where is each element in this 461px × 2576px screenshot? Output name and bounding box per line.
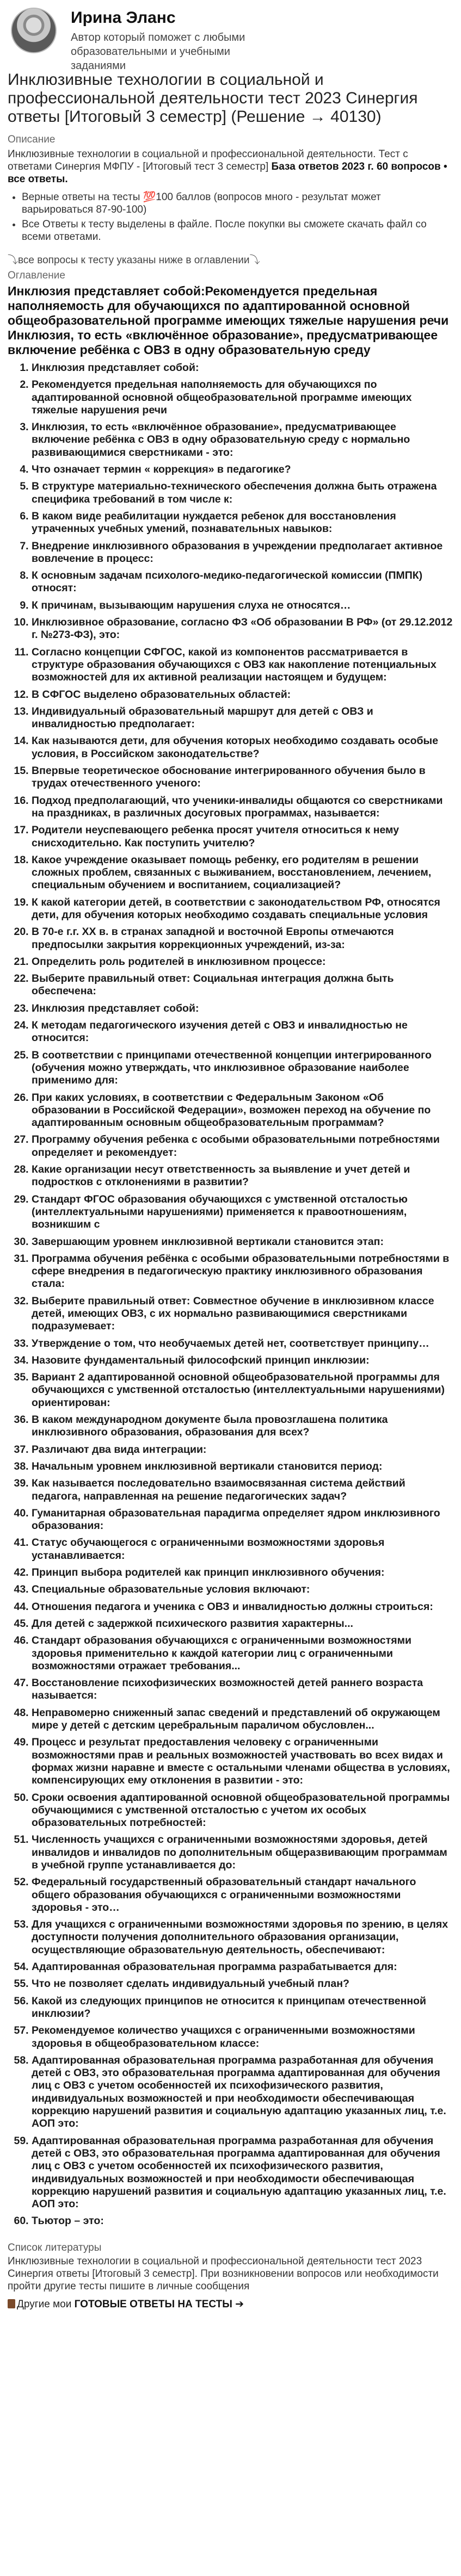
- feature-item: • Верные ответы на тесты 💯100 баллов (вопросов много - результат может варьироваться 87-90-100): [22, 191, 453, 216]
- question-item: 50. Сроки освоения адаптированной основной общеобразовательной программы обучающимися с умственной отсталостью с учетом их особых образовательных потребностей:: [32, 1792, 453, 1830]
- question-item: 13. Индивидуальный образовательный маршрут для детей с ОВЗ и инвалидностью предполагает:: [32, 705, 453, 731]
- question-item: 55. Что не позволяет сделать индивидуальный учебный план?: [32, 1978, 453, 1990]
- question-item: 23. Инклюзия представляет собой:: [32, 1002, 453, 1015]
- question-item: 17. Родители неуспевающего ребенка просят учителя относиться к нему снисходительно. Как поступить учителю?: [32, 824, 453, 850]
- question-item: 46. Стандарт образования обучающихся с ограниченными возможностями здоровья применительно к каждой категории лиц с ограниченными возможностями отражает требования...: [32, 1634, 453, 1673]
- question-item: 15. Впервые теоретическое обоснование интегрированного обучения было в трудах отечественного ученого:: [32, 765, 453, 790]
- question-item: 26. При каких условиях, в соответствии с Федеральным Законом «Об образовании в Российской Федерации», возможен переход на обучение по адаптированным основным общеобразовательным программам?: [32, 1092, 453, 1130]
- footer-prefix: Другие мои: [17, 2298, 75, 2310]
- question-item: 16. Подход предполагающий, что ученики-инвалиды общаются со сверстниками на праздниках, в различных досуговых программах, называется:: [32, 795, 453, 820]
- feature-list: [8, 191, 453, 243]
- question-item: 10. Инклюзивное образование, согласно ФЗ «Об образовании В РФ» (от 29.12.2012 г. №273-ФЗ), это:: [32, 616, 453, 642]
- question-item: 34. Назовите фундаментальный философский принцип инклюзии:: [32, 1354, 453, 1367]
- question-item: 41. Статус обучающегося с ограниченными возможностями здоровья устанавливается:: [32, 1537, 453, 1562]
- question-item: 38. Начальным уровнем инклюзивной вертикали становится период:: [32, 1460, 453, 1473]
- question-item: 18. Какое учреждение оказывает помощь ребенку, его родителям в решении сложных проблем, связанных с выживанием, восстановлением, лечением, специальным обучением и воспитанием, социализацией?: [32, 854, 453, 892]
- question-item: 14. Как называются дети, для обучения которых необходимо создавать особые условия, в Российском законодательстве?: [32, 735, 453, 760]
- question-item: 44. Отношения педагога и ученика с ОВЗ и инвалидностью должны строиться:: [32, 1601, 453, 1613]
- question-item: 47. Восстановление психофизических возможностей детей раннего возраста называется:: [32, 1677, 453, 1702]
- question-item: 4. Что означает термин « коррекция» в педагогике?: [32, 463, 453, 476]
- question-item: 53. Для учащихся с ограниченными возможностями здоровья по зрению, в целях доступности получения дополнительного образования организации, осуществляющие образовательную деятельность, обеспечивают:: [32, 1918, 453, 1956]
- footer-link-text[interactable]: ГОТОВЫЕ ОТВЕТЫ НА ТЕСТЫ ➔: [74, 2298, 244, 2310]
- question-item: 19. К какой категории детей, в соответствии с законодательством РФ, относятся дети, для обучения которых необходимо создавать специальные условия: [32, 896, 453, 922]
- question-item: 6. В каком виде реабилитации нуждается ребенок для восстановления утраченных учебных умений, познавательных навыков:: [32, 510, 453, 536]
- question-item: 57. Рекомендуемое количество учащихся с ограниченными возможностями здоровья в общеобразовательном классе:: [32, 2024, 453, 2050]
- question-item: 2. Рекомендуется предельная наполняемость для обучающихся по адаптированной основной общеобразовательной программе имеющих тяжелые нарушения речи: [32, 379, 453, 417]
- question-item: 30. Завершающим уровнем инклюзивной вертикали становится этап:: [32, 1236, 453, 1248]
- other-answers-link[interactable]: [8, 2298, 453, 2311]
- author-card[interactable]: [8, 0, 453, 72]
- question-item: 5. В структуре материально-технического обеспечения должна быть отражена специфика требований в том числе к:: [32, 480, 453, 506]
- question-item: 36. В каком международном документе была провозглашена политика инклюзивного образования, образования для всех?: [32, 1414, 453, 1439]
- question-item: 56. Какой из следующих принципов не относится к принципам отечественной инклюзии?: [32, 1995, 453, 2021]
- description-bold: База ответов 2023 г. 60 вопросов • все ответы.: [8, 161, 447, 185]
- question-item: 45. Для детей с задержкой психического развития характерны...: [32, 1618, 453, 1630]
- question-item: 12. В СФГОС выделено образовательных областей:: [32, 689, 453, 701]
- references-label: Список литературы: [8, 2241, 102, 2253]
- question-item: 39. Как называется последовательно взаимосвязанная система действий педагога, направленная на решение педагогических задач?: [32, 1477, 453, 1503]
- question-item: 24. К методам педагогического изучения детей с ОВЗ и инвалидностью не относится:: [32, 1019, 453, 1045]
- question-item: 42. Принцип выбора родителей как принцип инклюзивного обучения:: [32, 1566, 453, 1579]
- question-item: 40. Гуманитарная образовательная парадигма определяет ядром инклюзивного образования:: [32, 1507, 453, 1533]
- question-item: 60. Тьютор – это:: [32, 2215, 453, 2227]
- question-item: 25. В соответствии с принципами отечественной концепции интегрированного (обучения можно утверждать, что инклюзивное образование наиболее применимо для:: [32, 1049, 453, 1087]
- question-item: 28. Какие организации несут ответственность за выявление и учет детей и подростков с отклонениями в развитии?: [32, 1163, 453, 1189]
- description-text: [8, 148, 453, 185]
- question-list: [8, 362, 453, 2228]
- author-description: Автор который поможет с любыми образовательными и учебными заданиями: [71, 32, 245, 72]
- avatar[interactable]: [11, 8, 57, 53]
- description-body: Инклюзивные технологии в социальной и профессиональной деятельности. Тест с ответами Синергия МФПУ - [Итоговый тест 3 семестр]: [8, 148, 408, 172]
- feature-item: • Все Ответы к тесту выделены в файле. После покупки вы сможете скачать файл со всеми ответами.: [22, 218, 453, 243]
- question-item: 43. Специальные образовательные условия включают:: [32, 1583, 453, 1596]
- author-info: [71, 8, 278, 73]
- toc-label: Оглавление: [8, 270, 65, 281]
- question-item: 22. Выберите правильный ответ: Социальная интеграция должна быть обеспечена:: [32, 973, 453, 998]
- question-item: 33. Утверждение о том, что необучаемых детей нет, соответствует принципу…: [32, 1337, 453, 1350]
- question-item: 32. Выберите правильный ответ: Совместное обучение в инклюзивном классе детей, имеющих ОВЗ, с их нормально развивающимися сверстниками подразумевает:: [32, 1295, 453, 1333]
- question-item: 48. Неправомерно сниженный запас сведений и представлений об окружающем мире у детей с детским церебральным параличом обусловлен...: [32, 1707, 453, 1732]
- question-item: 58. Адаптированная образовательная программа разработанная для обучения детей с ОВЗ, это образовательная программа адаптированная для обучения лиц с ОВЗ с учетом особенностей их психофизического развития, индивидуальных возможностей и при необходимости обеспечивающая коррекцию нарушений развития и социальную адаптацию указанных лиц, т.е. АОП это:: [32, 2054, 453, 2131]
- book-icon: [8, 2299, 15, 2308]
- question-item: 54. Адаптированная образовательная программа разрабатывается для:: [32, 1961, 453, 1973]
- question-item: 29. Стандарт ФГОС образования обучающихся с умственной отсталостью (интеллектуальными нарушениями) применяется к правоотношениям, возникшим с: [32, 1193, 453, 1231]
- question-item: 59. Адаптированная образовательная программа разработанная для обучения детей с ОВЗ, это образовательная программа адаптированная для обучения лиц с ОВЗ с учетом особенностей их психофизического развития, индивидуальных возможностей и при необходимости обеспечивающая коррекцию нарушений развития и социальную адаптацию указанных лиц, т.е. АОП это:: [32, 2135, 453, 2211]
- question-item: 3. Инклюзия, то есть «включённое образование», предусматривающее включение ребёнка с ОВЗ в одну образовательную среду с нормально развивающимися сверстниками - это:: [32, 421, 453, 459]
- question-item: 27. Программу обучения ребенка с особыми образовательными потребностями определяет и рекомендует:: [32, 1134, 453, 1159]
- question-item: 35. Вариант 2 адаптированной основной общеобразовательной программы для обучающихся с умственной отсталостью (интеллектуальными нарушениями) ориентирован:: [32, 1371, 453, 1409]
- toc-intro: Инклюзия представляет собой:Рекомендуется предельная наполняемость для обучающихся по адаптированной основной общеобразовательной программе имеющих тяжелые нарушения речи Инклюзия, то есть «включённое образование», предусматривающее включение ребёнка с ОВЗ в одну образовательную среду: [8, 284, 449, 357]
- description-label: Описание: [8, 134, 56, 145]
- references-text: Инклюзивные технологии в социальной и профессиональной деятельности тест 2023 Синергия ответы [Итоговый 3 семестр]. При возникновении вопросов или необходимости пройти другие тесты пишите в личные сообщения: [8, 2255, 439, 2292]
- question-item: 21. Определить роль родителей в инклюзивном процессе:: [32, 956, 453, 968]
- question-item: 8. К основным задачам психолого-медико-педагогической комиссии (ПМПК) относят:: [32, 569, 453, 595]
- question-item: 7. Внедрение инклюзивного образования в учреждении предполагает активное вовлечение в процесс:: [32, 540, 453, 566]
- question-item: 31. Программа обучения ребёнка с особыми образовательными потребностями в сфере внедрения в педагогическую практику инклюзивного образования стала:: [32, 1253, 453, 1291]
- page-title: Инклюзивные технологии в социальной и профессиональной деятельности тест 2023 Синергия ответы [Итоговый 3 семестр] (Решение → 40130): [8, 71, 418, 126]
- question-item: 11. Согласно концепции СФГОС, какой из компонентов рассматривается в структуре образования обучающихся с ОВЗ как накопление потенциальных возможностей для их активной реализации настоящем и будущем:: [32, 646, 453, 684]
- question-item: 49. Процесс и результат предоставления человеку с ограниченными возможностями прав и реальных возможностей участвовать во всех видах и формах жизни наравне и вместе с остальными членами общества в условиях, компенсирующих ему отклонения в развитии - это:: [32, 1736, 453, 1787]
- toc-note: ⤵все вопросы к тесту указаны ниже в оглавлении⤵: [8, 255, 260, 266]
- question-item: 1. Инклюзия представляет собой:: [32, 362, 453, 374]
- question-item: 20. В 70-е г.г. XX в. в странах западной и восточной Европы отмечаются предпосылки закрытия коррекционных учреждений, из-за:: [32, 926, 453, 951]
- question-item: 52. Федеральный государственный образовательный стандарт начального общего образования обучающихся с ограниченными возможностями здоровья - это…: [32, 1876, 453, 1914]
- question-item: 9. К причинам, вызывающим нарушения слуха не относятся…: [32, 599, 453, 612]
- question-item: 37. Различают два вида интеграции:: [32, 1444, 453, 1456]
- question-item: 51. Численность учащихся с ограниченными возможностями здоровья, детей инвалидов и инвалидов по дополнительным общеразвивающим программам в учебной группе устанавливается до:: [32, 1834, 453, 1872]
- author-name[interactable]: Ирина Эланс: [71, 9, 176, 27]
